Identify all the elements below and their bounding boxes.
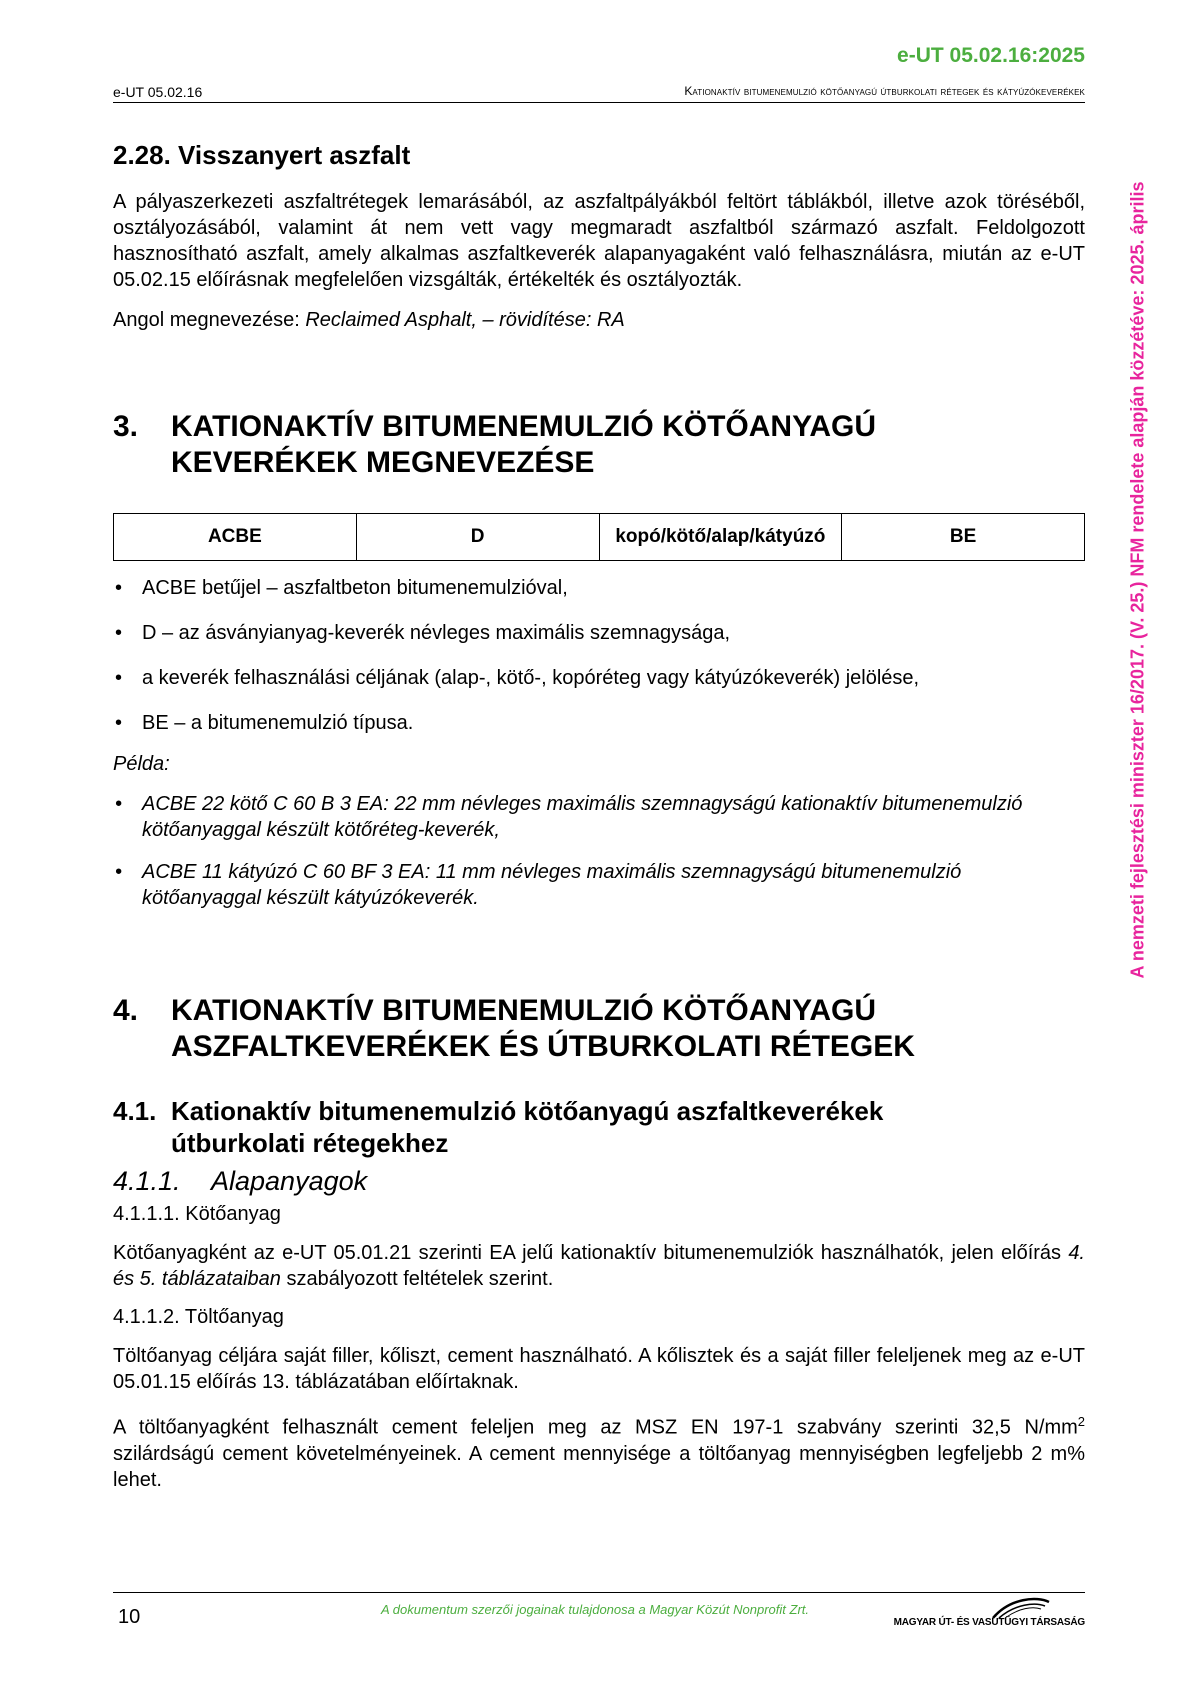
header-right-title: Kationaktív bitumenemulzió kötőanyagú útburkolati rétegek és kátyúzókeverékek [684, 84, 1085, 98]
section-2-28-para2 [113, 307, 1085, 333]
naming-table [113, 513, 1085, 561]
section-4-title-line2: ASZFALTKEVERÉKEK ÉS ÚTBURKOLATI RÉTEGEK [171, 1030, 915, 1063]
section-4-1-title-line2: útburkolati rétegekhez [171, 1128, 449, 1158]
table-cell: D [356, 514, 599, 561]
section-3-title-line2: KEVERÉKEK MEGNEVEZÉSE [171, 446, 595, 479]
superscript: 2 [1077, 1414, 1085, 1429]
example-label: Példa: [113, 753, 170, 775]
section-4-1-1-1-heading: 4.1.1.1. Kötőanyag [113, 1203, 281, 1225]
table-cell: BE [842, 514, 1085, 561]
table-cell: ACBE [114, 514, 357, 561]
example-list [113, 791, 1085, 911]
section-4-number: 4. [113, 994, 139, 1027]
section-3-heading [113, 409, 1085, 481]
page-content [113, 140, 1085, 1507]
para-text: szilárdságú cement követelményeinek. A cement mennyisége a töltőanyag mennyiségben legfeljebb 2 m% lehet. [113, 1442, 1085, 1491]
section-4-1-heading [113, 1095, 1085, 1159]
list-item: • ACBE 11 kátyúzó C 60 BF 3 EA: 11 mm névleges maximális szemnagyságú bitumenemulzió kötőanyaggal készült kátyúzókeverék. [113, 859, 1085, 911]
table-row [114, 514, 1085, 561]
society-logo [893, 1592, 1085, 1632]
section-3-title-line1: KATIONAKTÍV BITUMENEMULZIÓ KÖTŐANYAGÚ [171, 410, 876, 443]
para-italic-text: 4. és 5. táblázataiban [113, 1242, 1085, 1290]
section-2-28-title: 2.28. Visszanyert aszfalt [113, 140, 411, 170]
section-4-1-1-2-para1: Töltőanyag céljára saját filler, kőliszt, cement használható. A kőlisztek és a saját filler feleljenek meg az e-UT 05.01.15 előírás 13. táblázatában előírtaknak. [113, 1345, 1085, 1393]
para-text: Kötőanyagként az e-UT 05.01.21 szerinti EA jelű kationaktív bitumenemulziók használhatók, jelen előírás [113, 1242, 1069, 1264]
list-item: • ACBE 22 kötő C 60 B 3 EA: 22 mm névleges maximális szemnagyságú kationaktív bitumenemulzió kötőanyaggal készült kötőréteg-keverék, [113, 791, 1085, 843]
para-text: szabályozott feltételek szerint. [280, 1268, 554, 1290]
page-number: 10 [118, 1606, 141, 1628]
list-item: • D – az ásványianyag-keverék névleges maximális szemnagysága, [113, 620, 1085, 646]
copyright-notice: A dokumentum szerzői jogainak tulajdonosa a Magyar Közút Nonprofit Zrt. [380, 1602, 809, 1617]
section-4-1-number: 4.1. [113, 1096, 157, 1126]
section-4-1-1-heading [113, 1165, 1085, 1197]
header-rule [113, 102, 1085, 103]
section-4-1-1-1-para [113, 1240, 1085, 1292]
list-item: • BE – a bitumenemulzió típusa. [113, 710, 1085, 736]
section-4-1-title-line1: Kationaktív bitumenemulzió kötőanyagú aszfaltkeverékek [171, 1096, 884, 1126]
logo-text: MAGYAR ÚT- ÉS VASÚTÜGYI TÁRSASÁG [893, 1617, 1085, 1628]
section-4-1-1-2-heading: 4.1.1.2. Töltőanyag [113, 1306, 284, 1328]
para-text: A töltőanyagként felhasznált cement feleljen meg az MSZ EN 197-1 szabvány szerinti 32,5 N/mm [113, 1416, 1078, 1439]
publication-side-note: A nemzeti fejlesztési miniszter 16/2017. (V. 25.) NFM rendelete alapján közzétéve: 2025. április [1127, 181, 1148, 979]
document-id: e-UT 05.02.16:2025 [897, 44, 1085, 67]
section-4-1-1-2-para2 [113, 1409, 1085, 1493]
section-4-1-1-number: 4.1.1. [113, 1166, 181, 1196]
table-cell: kopó/kötő/alap/kátyúzó [599, 514, 842, 561]
list-item: • ACBE betűjel – aszfaltbeton bitumenemulzióval, [113, 575, 1085, 601]
section-4-heading [113, 993, 1085, 1065]
naming-bullet-list [113, 575, 1085, 736]
list-item: • a keverék felhasználási céljának (alap-, kötő-, kopóréteg vagy kátyúzókeverék) jelölése, [113, 665, 1085, 691]
english-name-value: Reclaimed Asphalt, – rövidítése: RA [305, 309, 625, 331]
section-2-28-para1: A pályaszerkezeti aszfaltrétegek lemarásából, az aszfaltpályákból feltört táblákból, illetve azok töréséből, osztályozásából, valamint át nem vett vagy megmaradt aszfaltból származó aszfalt. Feldolgozott hasznosítható aszfalt, amely alkalmas aszfaltkeverék alapanyagaként való felhasználásra, miután az e-UT 05.02.15 előírásnak megfelelően vizsgálták, értékelték és osztályozták. [113, 191, 1085, 291]
section-4-title-line1: KATIONAKTÍV BITUMENEMULZIÓ KÖTŐANYAGÚ [171, 994, 876, 1027]
english-name-label: Angol megnevezése: [113, 309, 306, 331]
header-left-code: e-UT 05.02.16 [113, 84, 203, 100]
section-3-number: 3. [113, 410, 139, 443]
section-4-1-1-title: Alapanyagok [211, 1166, 368, 1196]
